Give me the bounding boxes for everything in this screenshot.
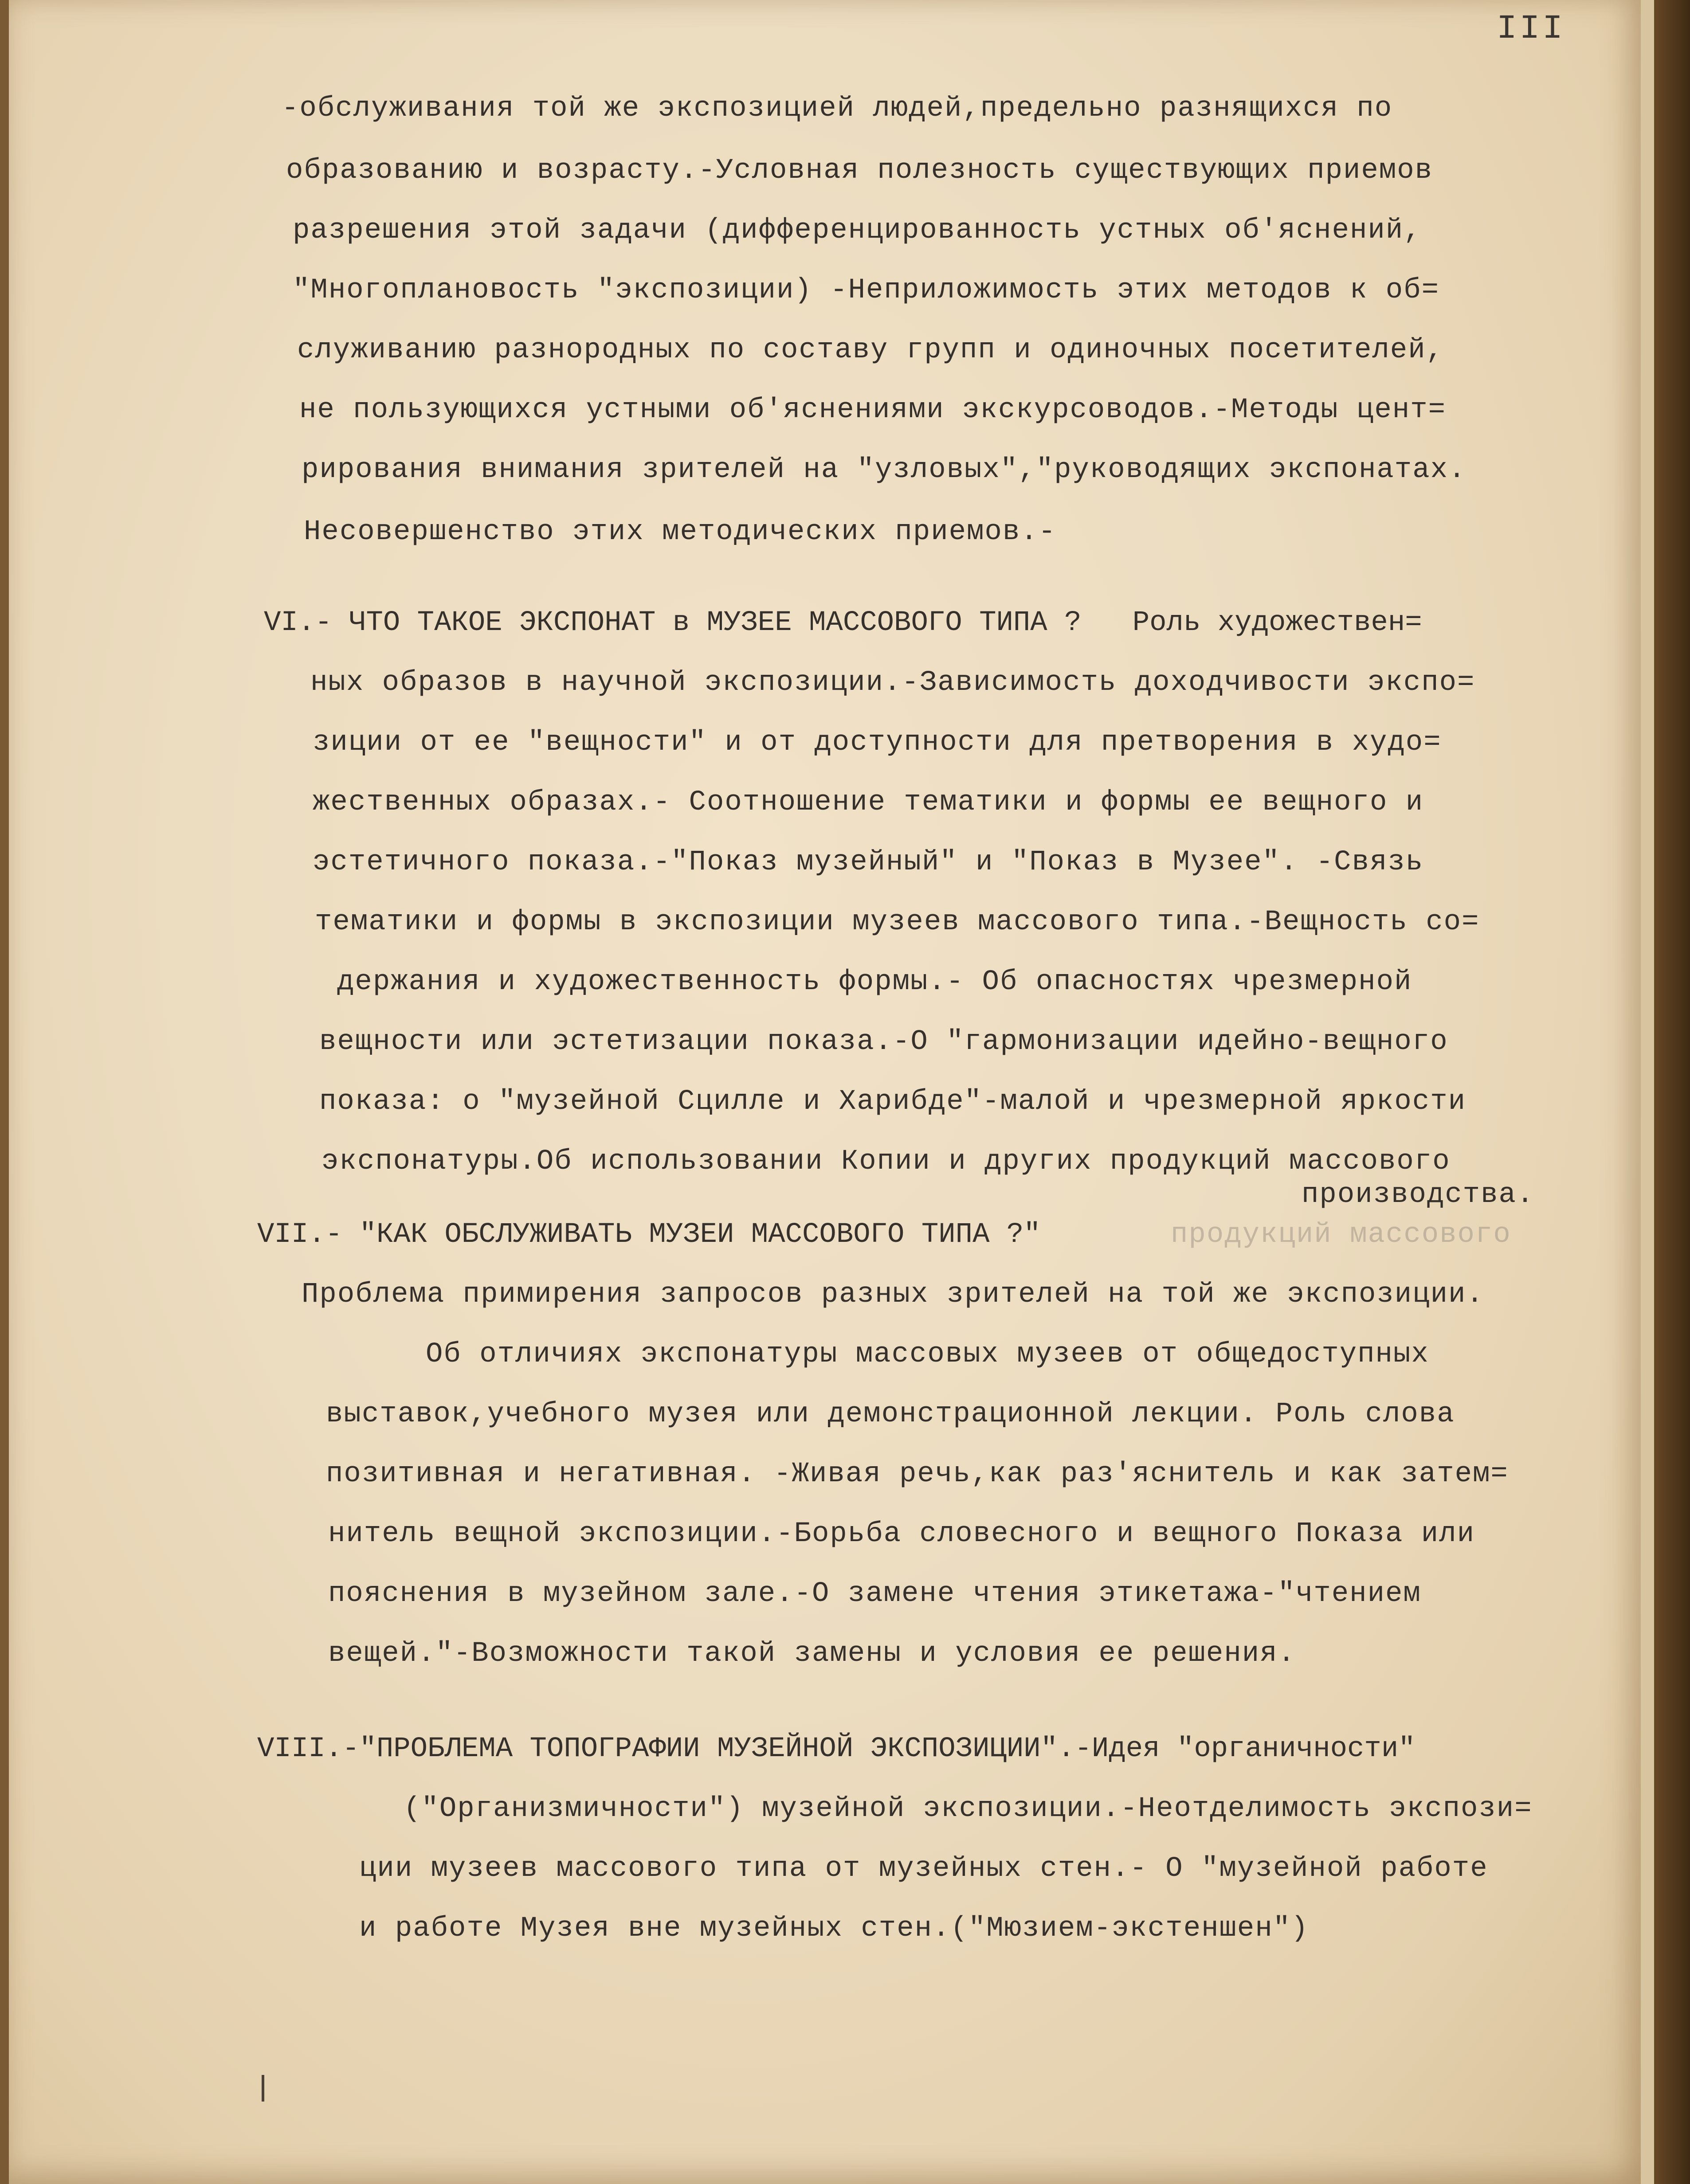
text-line: Проблема примирения запросов разных зрителей на той же экспозиции. bbox=[302, 1279, 1484, 1311]
text-line: и работе Музея вне музейных стен.("Мюзием-экстеншен") bbox=[359, 1913, 1309, 1945]
text-line: Об отличиях экспонатуры массовых музеев от общедоступных bbox=[426, 1339, 1429, 1370]
text-line: нитель вещной экспозиции.-Борьба словесного и вещного Показа или bbox=[328, 1518, 1475, 1550]
text-line: зиции от ее "вещности" и от доступности для претворения в худо= bbox=[313, 727, 1442, 759]
text-line: вещей."-Возможности такой замены и условия ее решения. bbox=[328, 1638, 1296, 1670]
text-line: эстетичного показа.-"Показ музейный" и "Показ в Музее". -Связь bbox=[313, 846, 1424, 878]
text-line: ных образов в научной экспозиции.-Зависимость доходчивости экспо= bbox=[310, 667, 1475, 699]
text-line: вещности или эстетизации показа.-О "гармонизации идейно-вещного bbox=[319, 1026, 1448, 1058]
section-heading-vii: VII.- "КАК ОБСЛУЖИВАТЬ МУЗЕИ МАССОВОГО ТИПА ?" bbox=[257, 1219, 1041, 1251]
text-line: разрешения этой задачи (дифференцированность устных об'яснений, bbox=[293, 215, 1422, 247]
text-line: тематики и формы в экспозиции музеев массового типа.-Вещность со= bbox=[315, 906, 1480, 938]
text-line: пояснения в музейном зале.-О замене чтения этикетажа-"чтением bbox=[328, 1578, 1421, 1610]
text-line: производства. bbox=[1302, 1179, 1535, 1211]
faint-offset-text: продукций массового bbox=[1171, 1219, 1511, 1251]
text-line: жественных образах.- Соотношение тематики и формы ее вещного и bbox=[313, 787, 1424, 818]
document-page bbox=[9, 0, 1641, 2184]
text-line: показа: о "музейной Сцилле и Харибде"-малой и чрезмерной яркости bbox=[319, 1086, 1466, 1118]
text-line: "Многоплановость "экспозиции) -Неприложимость этих методов к об= bbox=[293, 274, 1439, 306]
page-number: III bbox=[1497, 10, 1565, 48]
text-line: экспонатуры.Об использовании Копии и других продукций массового bbox=[322, 1146, 1451, 1178]
section-heading-viii: VIII.-"ПРОБЛЕМА ТОПОГРАФИИ МУЗЕЙНОЙ ЭКСПОЗИЦИИ".-Идея "органичности" bbox=[257, 1733, 1416, 1765]
text-line: образованию и возрасту.-Условная полезность существующих приемов bbox=[286, 155, 1433, 187]
text-line: Несовершенство этих методических приемов.- bbox=[304, 516, 1057, 548]
text-line: не пользующихся устными об'яснениями экскурсоводов.-Методы цент= bbox=[299, 394, 1446, 426]
text-line: служиванию разнородных по составу групп и одиночных посетителей, bbox=[297, 334, 1444, 366]
text-line: рирования внимания зрителей на "узловых","руководящих экспонатах. bbox=[302, 454, 1466, 486]
text-line: -обслуживания той же экспозицией людей,предельно разнящихся по bbox=[282, 93, 1393, 125]
text-line: ции музеев массового типа от музейных стен.- О "музейной работе bbox=[359, 1853, 1488, 1885]
margin-mark bbox=[262, 2075, 264, 2102]
text-line: выставок,учебного музея или демонстрационной лекции. Роль слова bbox=[326, 1398, 1455, 1430]
text-line: держания и художественность формы.- Об опасностях чрезмерной bbox=[337, 966, 1412, 998]
section-heading-vi: VI.- ЧТО ТАКОЕ ЭКСПОНАТ в МУЗЕЕ МАССОВОГО ТИПА ? Роль художествен= bbox=[264, 607, 1422, 639]
text-line: ("Организмичности") музейной экспозиции.-Неотделимость экспози= bbox=[404, 1793, 1533, 1825]
text-line: позитивная и негативная. -Живая речь,как раз'яснитель и как затем= bbox=[326, 1458, 1509, 1490]
